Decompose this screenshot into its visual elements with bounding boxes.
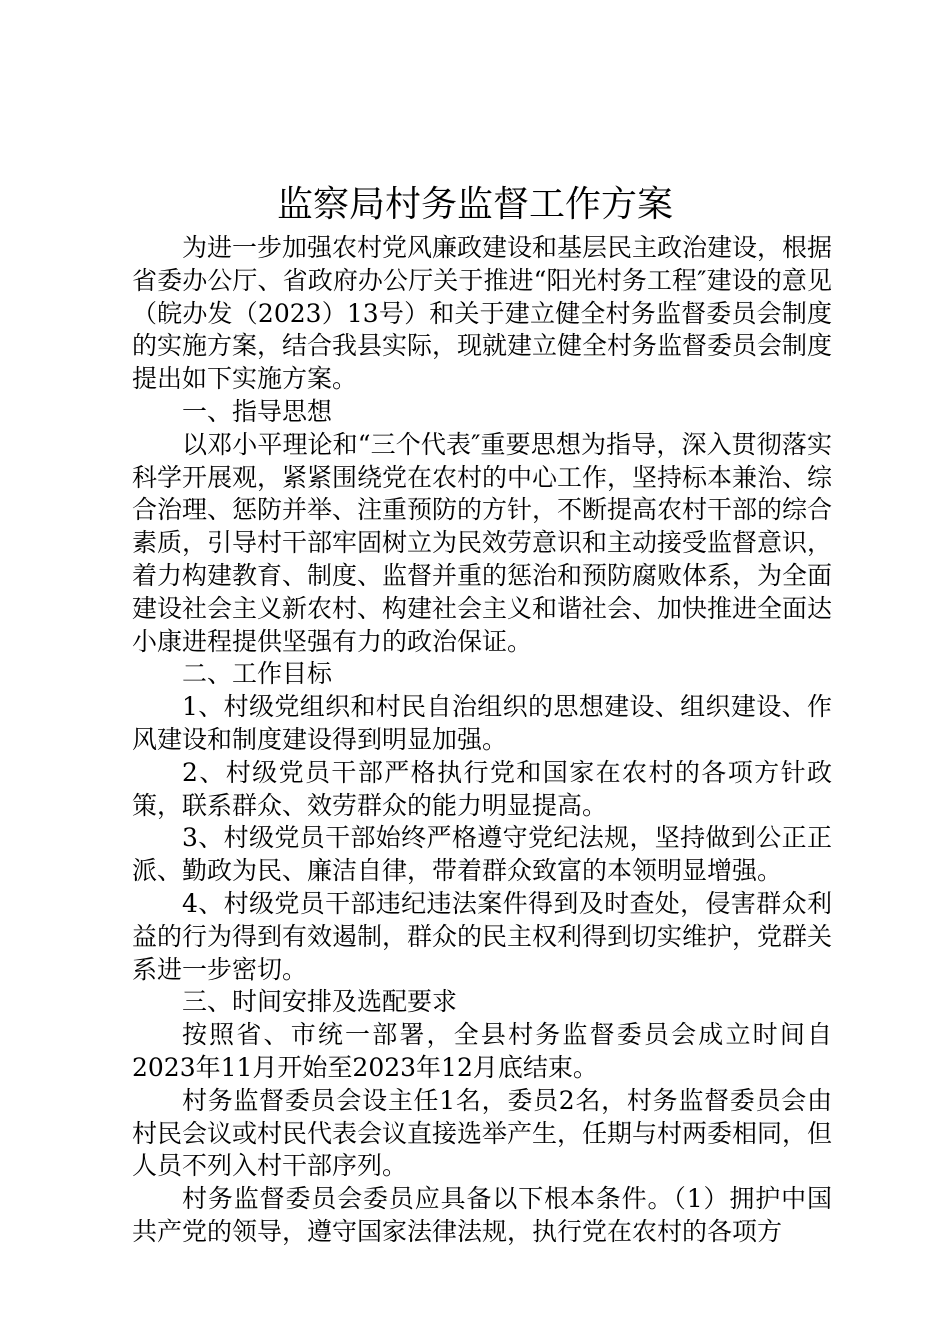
paragraph-schedule: 按照省、市统一部署，全县村务监督委员会成立时间自2023年11月开始至2023年12月底结束。 (132, 1020, 832, 1082)
paragraph-committee-composition: 村务监督委员会设主任1名，委员2名，村务监督委员会由村民会议或村民代表会议直接选举产生，任期与村两委相同，但人员不列入村干部序列。 (132, 1085, 833, 1181)
paragraph-goal-4: 4、村级党员干部违纪违法案件得到及时查处，侵害群众利益的行为得到有效遏制，群众的民主权利得到切实维护，党群关系进一步密切。 (132, 888, 833, 984)
paragraph-intro: 为进一步加强农村党风廉政建设和基层民主政治建设，根据省委办公厅、省政府办公厅关于推进“阳光村务工程″建设的意见（皖办发（2023）13号）和关于建立健全村务监督委员会制度的实施方案，结合我县实际，现就建立健全村务监督委员会制度提出如下实施方案。 (132, 233, 833, 394)
paragraph-goal-2: 2、村级党员干部严格执行党和国家在农村的各项方针政策，联系群众、效劳群众的能力明显提高。 (132, 757, 832, 820)
section-heading-schedule: 三、时间安排及选配要求 (182, 987, 458, 1017)
section-heading-guiding-ideology: 一、指导思想 (182, 396, 333, 426)
paragraph-guiding-ideology: 以邓小平理论和“三个代表″重要思想为指导，深入贯彻落实科学开展观，紧紧围绕党在农村的中心工作，坚持标本兼治、综合治理、惩防并举、注重预防的方针，不断提高农村干部的综合素质，引导村干部牢固树立为民效劳意识和主动接受监督意识，着力构建教育、制度、监督并重的惩治和预防腐败体系，为全面建设社会主义新农村、构建社会主义和谐社会、加快推进全面达小康进程提供坚强有力的政治保证。 (132, 429, 833, 656)
document-body (132, 232, 832, 1249)
document-title: 监察局村务监督工作方案 (276, 184, 673, 225)
paragraph-goal-3: 3、村级党员干部始终严格遵守党纪法规，坚持做到公正正派、勤政为民、廉洁自律，带着群众致富的本领明显增强。 (132, 823, 832, 886)
paragraph-goal-1: 1、村级党组织和村民自治组织的思想建设、组织建设、作风建设和制度建设得到明显加强。 (132, 692, 832, 754)
paragraph-member-conditions: 村务监督委员会委员应具备以下根本条件。（1）拥护中国共产党的领导，遵守国家法律法规，执行党在农村的各项方 (132, 1184, 832, 1246)
section-heading-work-goals: 二、工作目标 (182, 659, 333, 689)
